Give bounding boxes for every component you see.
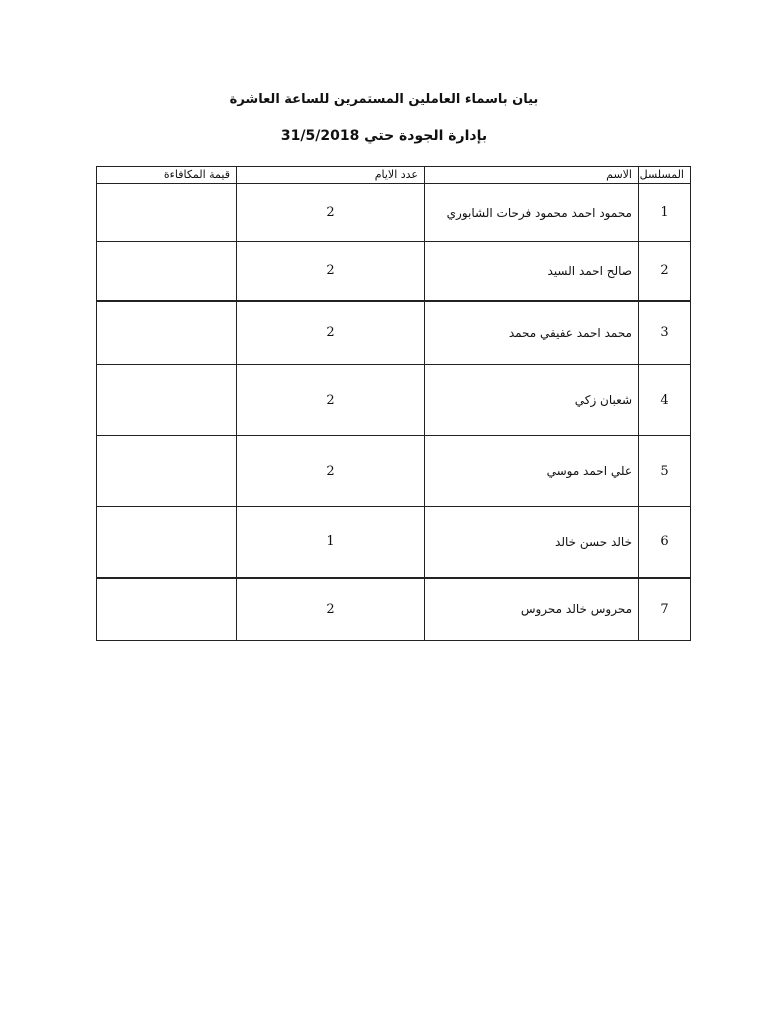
header-reward: قيمة المكافاءة <box>97 167 237 184</box>
table-row <box>97 507 691 578</box>
cell-name: محمد احمد عفيفي محمد <box>425 301 639 365</box>
employee-table <box>96 166 691 641</box>
document-subtitle: بإدارة الجودة حتي 31/5/2018 <box>280 128 488 144</box>
cell-reward <box>97 242 237 301</box>
cell-reward <box>97 578 237 641</box>
table-header-row <box>97 167 691 184</box>
cell-days: 1 <box>237 507 425 578</box>
cell-name: شعبان زكي <box>425 365 639 436</box>
cell-reward <box>97 436 237 507</box>
cell-days: 2 <box>237 301 425 365</box>
cell-days: 2 <box>237 242 425 301</box>
cell-serial: 3 <box>639 301 691 365</box>
table-row <box>97 436 691 507</box>
table-row <box>97 578 691 641</box>
cell-serial: 7 <box>639 578 691 641</box>
cell-name: محروس خالد محروس <box>425 578 639 641</box>
cell-days: 2 <box>237 184 425 242</box>
cell-reward <box>97 301 237 365</box>
cell-reward <box>97 507 237 578</box>
cell-name: صالح احمد السيد <box>425 242 639 301</box>
cell-days: 2 <box>237 578 425 641</box>
cell-serial: 5 <box>639 436 691 507</box>
cell-name: محمود احمد محمود فرحات الشابوري <box>425 184 639 242</box>
cell-name: خالد حسن خالد <box>425 507 639 578</box>
cell-serial: 4 <box>639 365 691 436</box>
cell-serial: 2 <box>639 242 691 301</box>
cell-reward <box>97 184 237 242</box>
header-serial: المسلسل <box>639 167 691 184</box>
cell-serial: 6 <box>639 507 691 578</box>
cell-days: 2 <box>237 436 425 507</box>
cell-reward <box>97 365 237 436</box>
document-title: بيان باسماء العاملين المستمرين للساعة العاشرة <box>229 92 539 107</box>
table-row <box>97 301 691 365</box>
table-row <box>97 242 691 301</box>
cell-days: 2 <box>237 365 425 436</box>
header-name: الاسم <box>425 167 639 184</box>
cell-name: علي احمد موسي <box>425 436 639 507</box>
header-days: عدد الايام <box>237 167 425 184</box>
table-row <box>97 184 691 242</box>
cell-serial: 1 <box>639 184 691 242</box>
table-row <box>97 365 691 436</box>
